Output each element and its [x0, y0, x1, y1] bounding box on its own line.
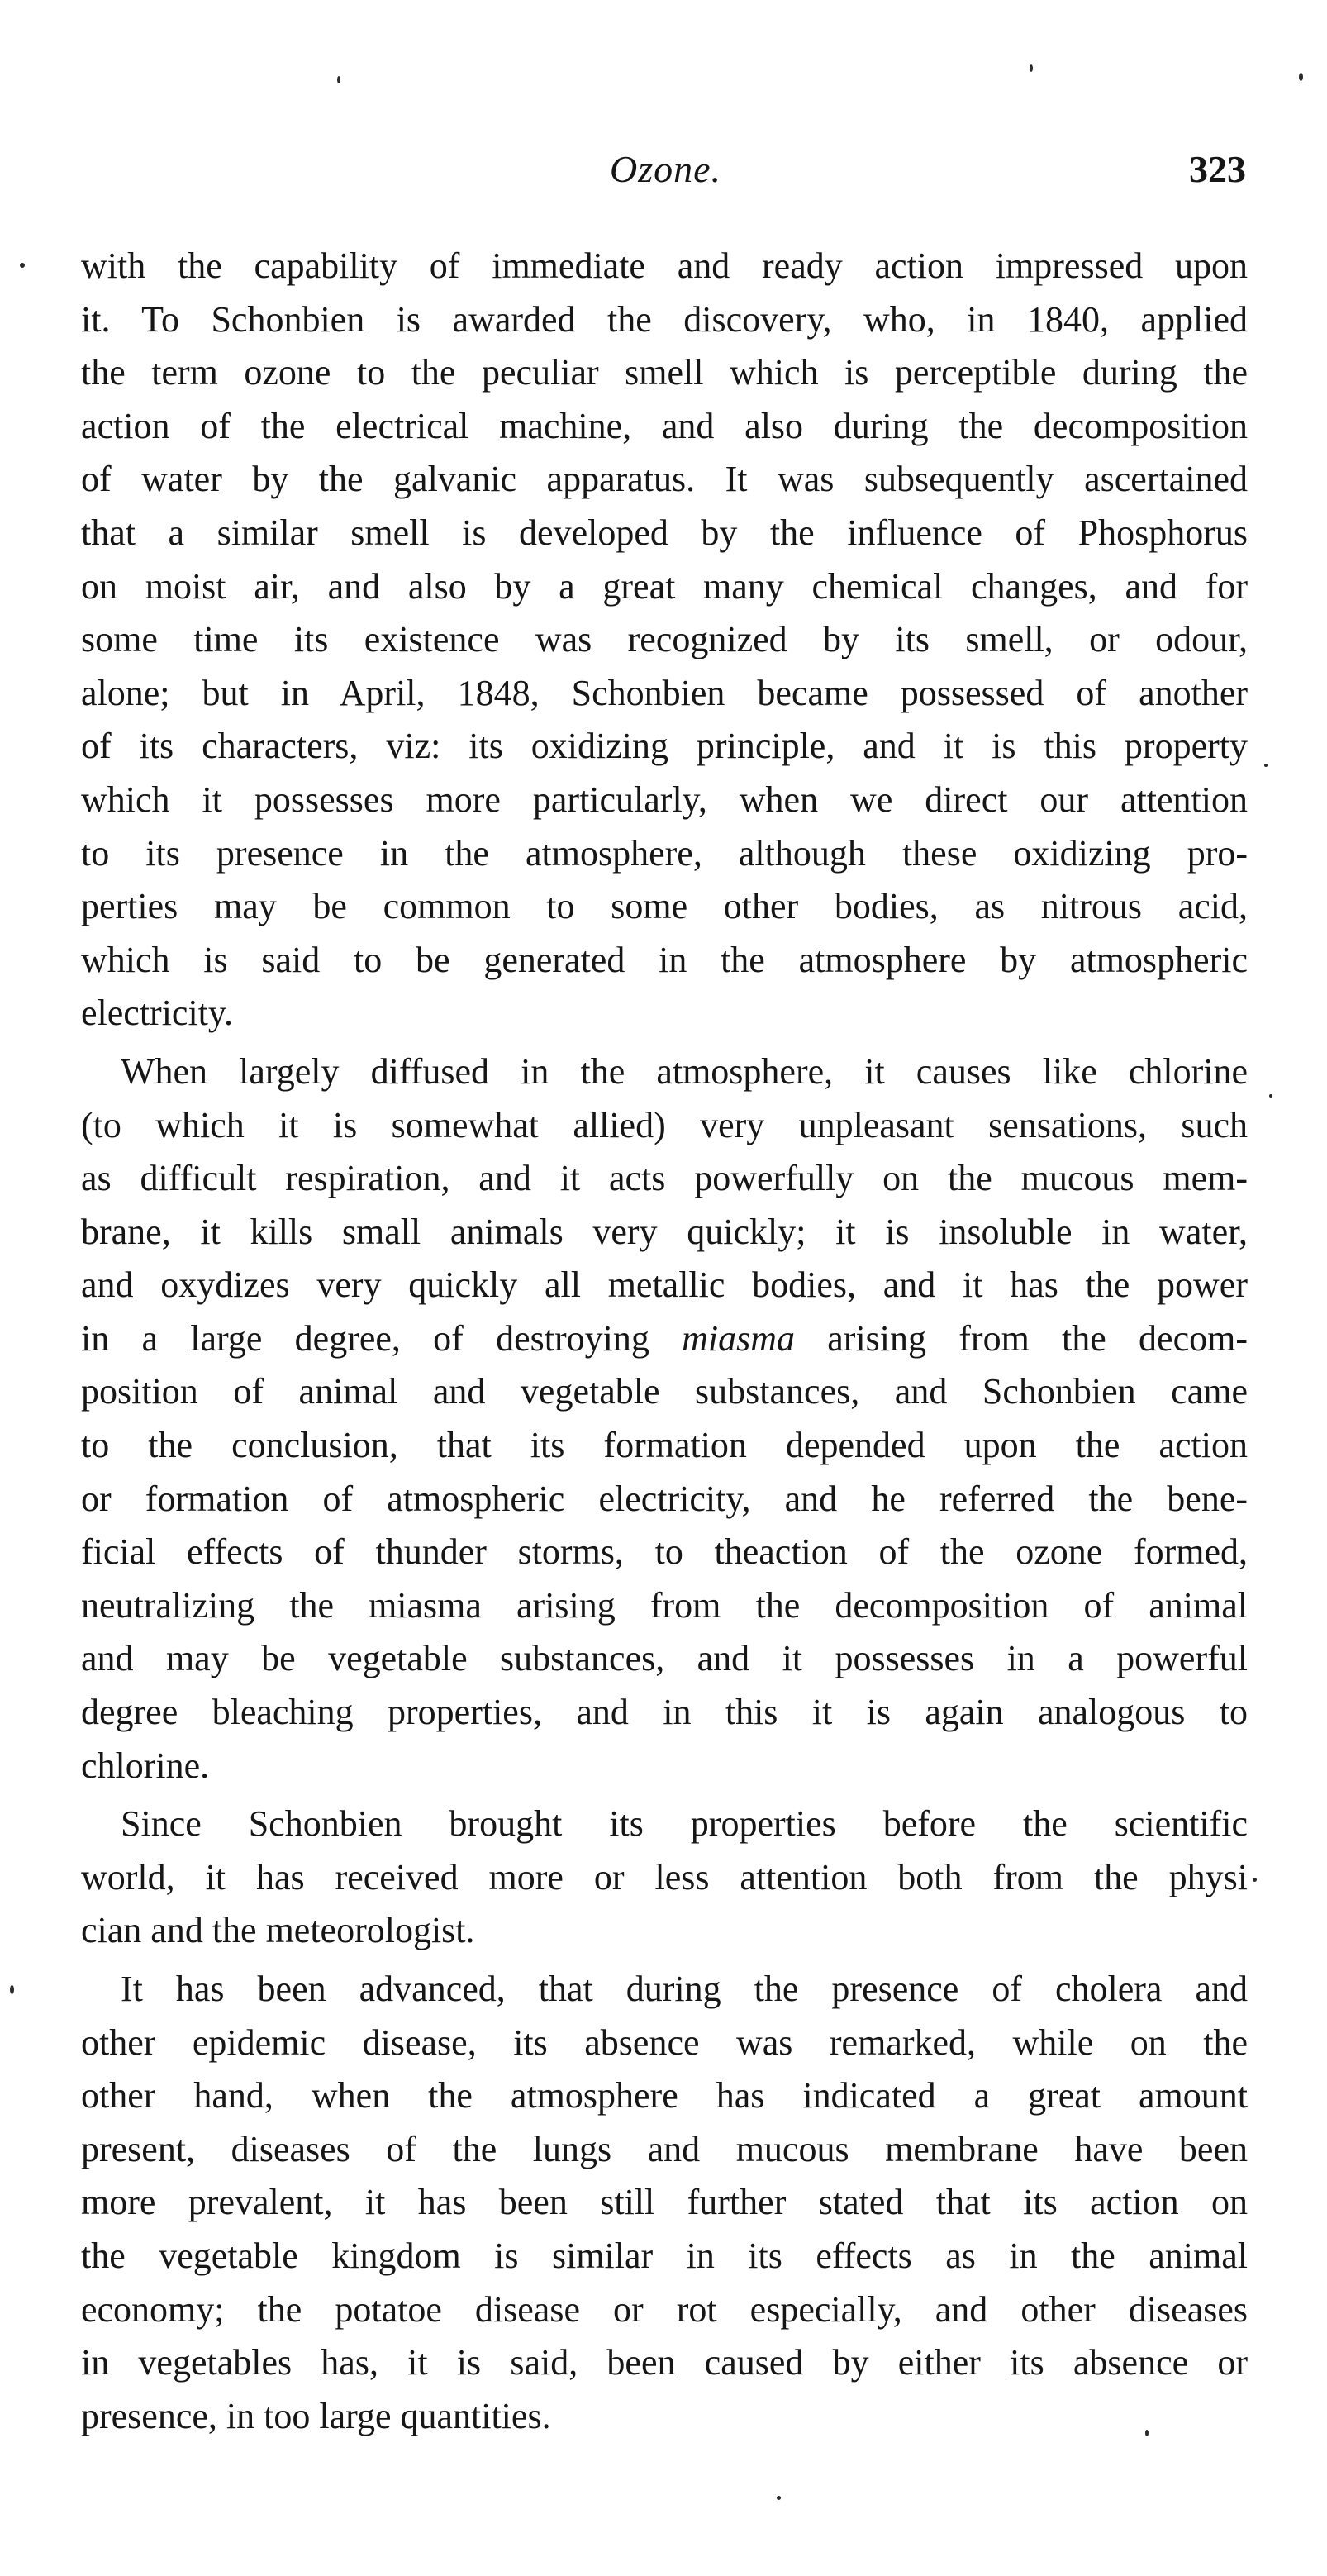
text-line: brane, it kills small animals very quickly; it is insoluble in water,: [81, 1211, 1248, 1252]
scan-speck: [1299, 73, 1303, 81]
body-text: [81, 240, 1248, 2443]
text-line: which is said to be generated in the atmosphere by atmospheric: [81, 939, 1248, 980]
scan-speck: [1030, 64, 1033, 72]
scan-speck: [1253, 1878, 1257, 1882]
text-line: present, diseases of the lungs and mucous membrane have been: [81, 2128, 1248, 2169]
scan-speck: [1145, 2430, 1149, 2436]
text-line: of its characters, viz: its oxidizing principle, and it is this property: [81, 726, 1248, 767]
running-head: [81, 147, 1246, 205]
scan-speck: [20, 263, 25, 268]
text-line: and oxydizes very quickly all metallic bodies, and it has the power: [81, 1264, 1248, 1306]
paragraph-2: [81, 1045, 1248, 1793]
text-line: Since Schonbien brought its properties before the scientific: [121, 1803, 1248, 1845]
text-run: in a large degree, of destroying: [81, 1317, 683, 1359]
text-line: with the capability of immediate and ready action impressed upon: [81, 245, 1248, 286]
text-line: other epidemic disease, its absence was remarked, while on the: [81, 2021, 1248, 2063]
text-line: on moist air, and also by a great many chemical changes, and for: [81, 565, 1248, 607]
scan-speck: [1264, 764, 1268, 767]
running-head-title: Ozone.: [610, 148, 722, 190]
scan-speck: [337, 76, 340, 83]
text-line: degree bleaching properties, and in this it is again analogous to: [81, 1692, 1248, 1733]
text-line: that a similar smell is developed by the influence of Phosphorus: [81, 512, 1248, 553]
text-line: electricity.: [81, 993, 234, 1034]
text-line: to the conclusion, that its formation depended upon the action: [81, 1425, 1248, 1466]
text-line: other hand, when the atmosphere has indicated a great amount: [81, 2075, 1248, 2117]
text-line: in vegetables has, it is said, been caused by either its absence or: [81, 2342, 1248, 2383]
paragraph-3: [81, 1797, 1248, 1958]
text-line: (to which it is somewhat allied) very unpleasant sensations, such: [81, 1104, 1248, 1145]
text-line: the term ozone to the peculiar smell which is perceptible during the: [81, 352, 1248, 393]
text-line: It has been advanced, that during the presence of cholera and: [121, 1969, 1248, 2009]
text-run: arising from the decom-: [795, 1317, 1248, 1359]
text-line: more prevalent, it has been still further stated that its action on: [81, 2182, 1248, 2223]
text-line: presence, in too large quantities.: [81, 2395, 551, 2436]
text-line: ficial effects of thunder storms, to theaction of the ozone formed,: [81, 1531, 1248, 1573]
text-line: the vegetable kingdom is similar in its effects as in the animal: [81, 2235, 1248, 2276]
scan-speck: [1269, 1094, 1272, 1098]
text-line: and may be vegetable substances, and it possesses in a powerful: [81, 1638, 1248, 1679]
italic-term-miasma: miasma: [682, 1317, 795, 1359]
paragraph-4: [81, 1963, 1248, 2443]
text-line: When largely diffused in the atmosphere, it causes like chlorine: [121, 1050, 1248, 1092]
text-line: it. To Schonbien is awarded the discovery, who, in 1840, applied: [81, 298, 1248, 340]
scan-speck: [10, 1985, 14, 1994]
text-line: to its presence in the atmosphere, although these oxidizing pro-: [81, 832, 1248, 874]
text-line: economy; the potatoe disease or rot especially, and other diseases: [81, 2288, 1248, 2330]
page-number: 323: [1189, 148, 1246, 190]
text-line-with-italic: [81, 1312, 1248, 1366]
paragraph-1: [81, 240, 1248, 1040]
text-line: world, it has received more or less attention both from the physi: [81, 1856, 1248, 1897]
text-line: as difficult respiration, and it acts powerfully on the mucous mem-: [81, 1158, 1248, 1199]
text-line: neutralizing the miasma arising from the decomposition of animal: [81, 1584, 1248, 1626]
text-line: action of the electrical machine, and also during the decomposition: [81, 405, 1248, 446]
text-line: perties may be common to some other bodies, as nitrous acid,: [81, 886, 1248, 927]
text-line: which it possesses more particularly, when we direct our attention: [81, 779, 1248, 820]
text-line: some time its existence was recognized by its smell, or odour,: [81, 619, 1248, 660]
text-line: or formation of atmospheric electricity, and he referred the bene-: [81, 1478, 1248, 1519]
text-line: alone; but in April, 1848, Schonbien became possessed of another: [81, 672, 1248, 713]
text-line: cian and the meteorologist.: [81, 1910, 475, 1951]
scan-speck: [777, 2496, 781, 2500]
text-line: chlorine.: [81, 1745, 210, 1786]
text-line: of water by the galvanic apparatus. It was subsequently ascertained: [81, 459, 1248, 500]
text-line: position of animal and vegetable substances, and Schonbien came: [81, 1371, 1248, 1412]
